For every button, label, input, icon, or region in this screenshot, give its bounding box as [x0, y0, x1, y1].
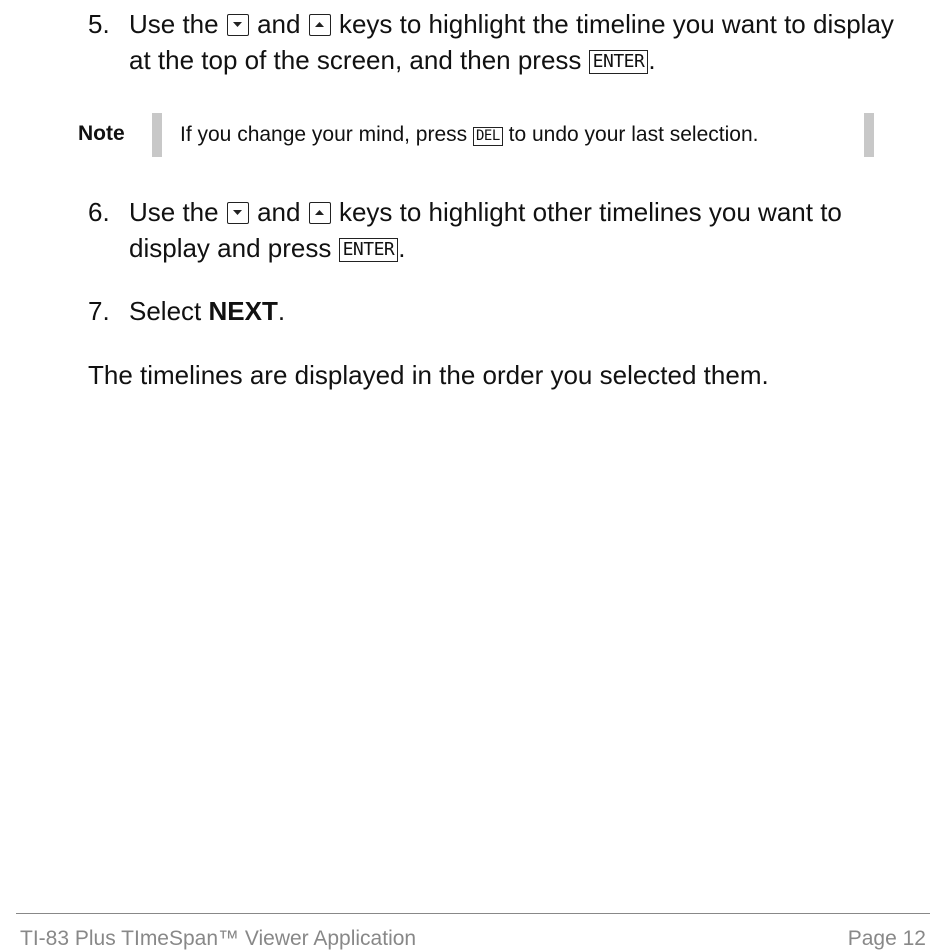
note-box — [78, 113, 878, 157]
step-text: Select NEXT. — [129, 296, 286, 326]
step-number: 6. — [88, 197, 110, 227]
footer-title: TI-83 Plus TImeSpan™ Viewer Application — [20, 927, 417, 950]
up-arrow-key-icon — [309, 202, 331, 224]
summary-text: The timelines are displayed in the order you selected them. — [88, 360, 769, 390]
note-label: Note — [78, 122, 125, 145]
step-number: 7. — [88, 296, 110, 326]
step-6 — [88, 194, 920, 266]
next-label: NEXT — [208, 296, 278, 326]
note-text: If you change your mind, press DEL to undo your last selection. — [180, 123, 759, 146]
footer-divider — [16, 913, 930, 914]
page-number: Page 12 — [847, 927, 926, 950]
enter-key: ENTER — [589, 50, 649, 74]
step-number: 5. — [88, 9, 110, 39]
del-key: DEL — [473, 127, 503, 146]
step-7 — [88, 293, 920, 329]
step-text: Use the and keys to highlight the timeline you want to display at the top of the screen, and then press ENTER . — [129, 9, 894, 75]
step-text: Use the and keys to highlight other timelines you want to display and press ENTER . — [129, 197, 842, 263]
step-5 — [88, 6, 920, 78]
down-arrow-key-icon — [227, 14, 249, 36]
enter-key: ENTER — [339, 238, 399, 262]
down-arrow-key-icon — [227, 202, 249, 224]
note-bar-right — [864, 113, 874, 157]
note-bar-left — [152, 113, 162, 157]
up-arrow-key-icon — [309, 14, 331, 36]
